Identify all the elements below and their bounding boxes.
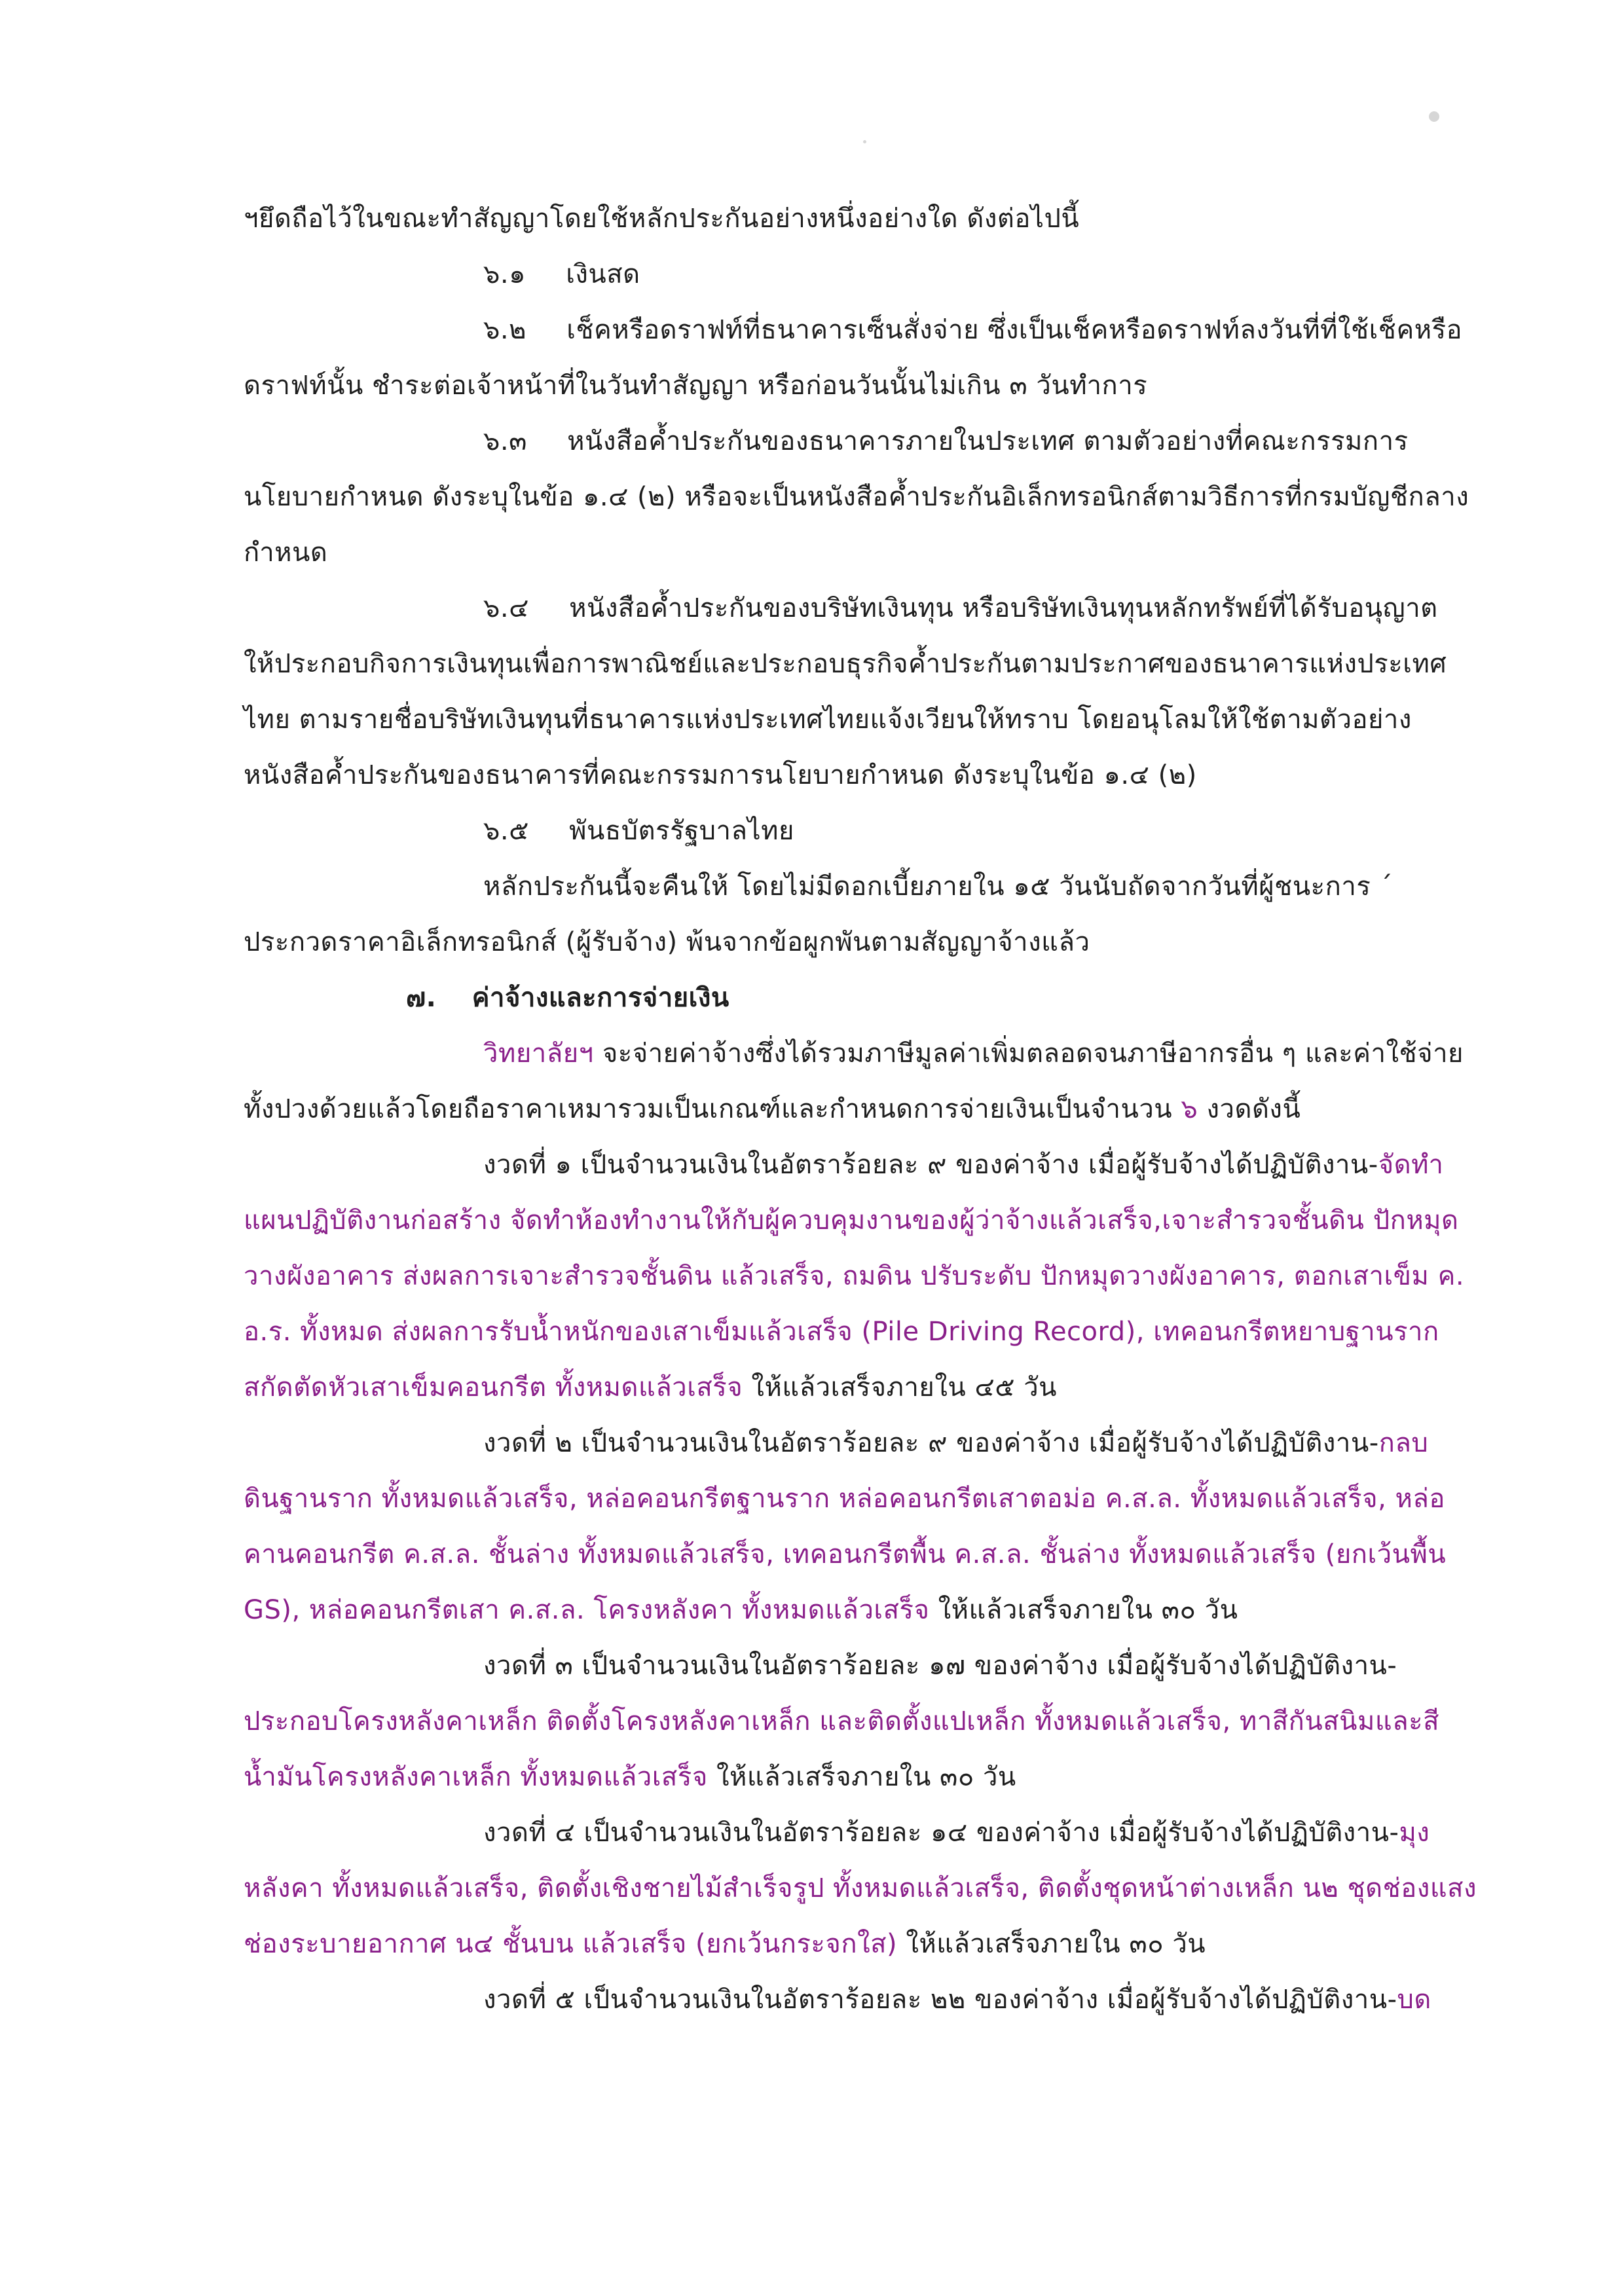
text-line bbox=[244, 643, 1447, 685]
scan-speck bbox=[863, 140, 866, 143]
line-text: จะจ่ายค่าจ้างซึ่งได้รวมภาษีมูลค่าเพิ่มตลอดจนภาษีอากรอื่น ๆ และค่าใช้จ่าย bbox=[593, 1038, 1464, 1069]
work-line bbox=[244, 1200, 1459, 1241]
line-text: ให้ประกอบกิจการเงินทุนเพื่อการพาณิชย์และประกอบธุรกิจค้ำประกันตามประกาศของธนาคารแห่งประเทศ bbox=[244, 649, 1447, 679]
work-text: จัดทำ bbox=[1378, 1150, 1444, 1180]
line-text: เงินสด bbox=[566, 259, 640, 289]
work-line bbox=[244, 1478, 1445, 1520]
deadline-text: ให้แล้วเสร็จภายใน ๓๐ วัน bbox=[929, 1595, 1238, 1625]
item-number: ๖.๒ bbox=[483, 315, 526, 345]
work-line bbox=[244, 1700, 1439, 1742]
line-text: ฯยึดถือไว้ในขณะทำสัญญาโดยใช้หลักประกันอย่างหนึ่งอย่างใด ดังต่อไปนี้ bbox=[244, 204, 1080, 234]
text-line bbox=[244, 198, 1079, 240]
line-text: งวดดังนี้ bbox=[1198, 1094, 1301, 1124]
work-text: ช่องระบายอากาศ น๔ ชั้นบน แล้วเสร็จ (ยกเว้นกระจกใส) bbox=[244, 1929, 898, 1959]
work-line bbox=[244, 1589, 1238, 1631]
work-text: แผนปฏิบัติงานก่อสร้าง จัดทำห้องทำงานให้กับผู้ควบคุมงานของผู้ว่าจ้างแล้วเสร็จ,เจาะสำรวจชั้นดิน ปักหมุด bbox=[244, 1205, 1459, 1236]
list-item bbox=[483, 810, 794, 852]
installment-line bbox=[483, 1144, 1443, 1186]
work-text: ประกอบโครงหลังคาเหล็ก ติดตั้งโครงหลังคาเหล็ก และติดตั้งแปเหล็ก ทั้งหมดแล้วเสร็จ, ทาสีกันสนิมและสี bbox=[244, 1706, 1440, 1736]
work-line bbox=[244, 1533, 1446, 1575]
installment-line bbox=[483, 1979, 1431, 2021]
work-line bbox=[244, 1923, 1206, 1965]
section-heading bbox=[406, 977, 729, 1019]
work-text: มุง bbox=[1399, 1818, 1430, 1848]
work-text: อ.ร. ทั้งหมด ส่งผลการรับน้ำหนักของเสาเข็มแล้วเสร็จ (Pile Driving Record), เทคอนกรีตหยาบฐานราก bbox=[244, 1317, 1439, 1347]
line-text: ประกวดราคาอิเล็กทรอนิกส์ (ผู้รับจ้าง) พ้นจากข้อผูกพันตามสัญญาจ้างแล้ว bbox=[244, 927, 1090, 957]
line-text: งวดที่ ๑ เป็นจำนวนเงินในอัตราร้อยละ ๙ ของค่าจ้าง เมื่อผู้รับจ้างได้ปฏิบัติงาน- bbox=[483, 1150, 1378, 1180]
line-text: หนังสือค้ำประกันของบริษัทเงินทุน หรือบริษัทเงินทุนหลักทรัพย์ที่ได้รับอนุญาต bbox=[569, 593, 1438, 623]
list-item bbox=[483, 309, 1462, 351]
college-name: วิทยาลัยฯ bbox=[483, 1038, 594, 1069]
work-text: บด bbox=[1397, 1985, 1431, 2015]
line-text: นโยบายกำหนด ดังระบุในข้อ ๑.๔ (๒) หรือจะเป็นหนังสือค้ำประกันอิเล็กทรอนิกส์ตามวิธีการที่กรมบัญชีกลาง bbox=[244, 482, 1469, 512]
work-line bbox=[244, 1367, 1057, 1408]
line-text: หลักประกันนี้จะคืนให้ โดยไม่มีดอกเบี้ยภายใน ๑๕ วันนับถัดจากวันที่ผู้ชนะการ ´ bbox=[483, 872, 1393, 902]
line-text: ดราฟท์นั้น ชำระต่อเจ้าหน้าที่ในวันทำสัญญา หรือก่อนวันนั้นไม่เกิน ๓ วันทำการ bbox=[244, 371, 1148, 401]
deadline-text: ให้แล้วเสร็จภายใน ๓๐ วัน bbox=[897, 1929, 1206, 1959]
deadline-text: ให้แล้วเสร็จภายใน ๓๐ วัน bbox=[707, 1762, 1016, 1792]
list-item bbox=[483, 253, 640, 295]
installment-line bbox=[483, 1645, 1397, 1687]
text-line bbox=[244, 476, 1469, 518]
item-number: ๖.๔ bbox=[483, 593, 529, 623]
line-text: ทั้งปวงด้วยแล้วโดยถือราคาเหมารวมเป็นเกณฑ์และกำหนดการจ่ายเงินเป็นจำนวน bbox=[244, 1094, 1181, 1124]
work-line bbox=[244, 1255, 1464, 1297]
installment-line bbox=[483, 1812, 1430, 1854]
work-text: วางผังอาคาร ส่งผลการเจาะสำรวจชั้นดิน แล้วเสร็จ, ถมดิน ปรับระดับ ปักหมุดวางผังอาคาร, ตอกเสาเข็ม ค. bbox=[244, 1261, 1465, 1291]
work-text: ดินฐานราก ทั้งหมดแล้วเสร็จ, หล่อคอนกรีตฐานราก หล่อคอนกรีตเสาตอม่อ ค.ส.ล. ทั้งหมดแล้วเสร็จ, หล่อ bbox=[244, 1484, 1445, 1514]
work-text: GS), หล่อคอนกรีตเสา ค.ส.ล. โครงหลังคา ทั้งหมดแล้วเสร็จ bbox=[244, 1595, 930, 1625]
text-line bbox=[244, 921, 1090, 963]
installment-count: ๖ bbox=[1181, 1094, 1198, 1124]
item-number: ๖.๓ bbox=[483, 426, 527, 456]
text-line bbox=[483, 866, 1393, 908]
line-text: หนังสือค้ำประกันของธนาคารภายในประเทศ ตามตัวอย่างที่คณะกรรมการ bbox=[567, 426, 1409, 456]
work-text: น้ำมันโครงหลังคาเหล็ก ทั้งหมดแล้วเสร็จ bbox=[244, 1762, 708, 1792]
line-text: พันธบัตรรัฐบาลไทย bbox=[569, 816, 794, 846]
section-title: ค่าจ้างและการจ่ายเงิน bbox=[471, 983, 729, 1013]
line-text: งวดที่ ๓ เป็นจำนวนเงินในอัตราร้อยละ ๑๗ ของค่าจ้าง เมื่อผู้รับจ้างได้ปฏิบัติงาน- bbox=[483, 1651, 1397, 1681]
work-line bbox=[244, 1756, 1016, 1798]
line-text: กำหนด bbox=[244, 538, 328, 568]
line-text: งวดที่ ๔ เป็นจำนวนเงินในอัตราร้อยละ ๑๔ ของค่าจ้าง เมื่อผู้รับจ้างได้ปฏิบัติงาน- bbox=[483, 1818, 1399, 1848]
section-number: ๗. bbox=[406, 983, 437, 1013]
deadline-text: ให้แล้วเสร็จภายใน ๔๕ วัน bbox=[743, 1372, 1058, 1403]
list-item bbox=[483, 420, 1409, 462]
work-line bbox=[244, 1867, 1477, 1909]
work-text: กลบ bbox=[1378, 1428, 1429, 1458]
line-text: ไทย ตามรายชื่อบริษัทเงินทุนที่ธนาคารแห่งประเทศไทยแจ้งเวียนให้ทราบ โดยอนุโลมให้ใช้ตามตัวอย่าง bbox=[244, 705, 1412, 735]
work-text: คานคอนกรีต ค.ส.ล. ชั้นล่าง ทั้งหมดแล้วเสร็จ, เทคอนกรีตพื้น ค.ส.ล. ชั้นล่าง ทั้งหมดแล้วเสร็จ (ยกเว้นพื้น bbox=[244, 1539, 1447, 1570]
line-text: หนังสือค้ำประกันของธนาคารที่คณะกรรมการนโยบายกำหนด ดังระบุในข้อ ๑.๔ (๒) bbox=[244, 760, 1197, 790]
line-text: เช็คหรือดราฟท์ที่ธนาคารเซ็นสั่งจ่าย ซึ่งเป็นเช็คหรือดราฟท์ลงวันที่ที่ใช้เช็คหรือ bbox=[566, 315, 1463, 345]
list-item bbox=[483, 587, 1438, 629]
installment-line bbox=[483, 1422, 1428, 1464]
text-line bbox=[244, 754, 1197, 796]
text-line bbox=[244, 365, 1147, 407]
scan-speck bbox=[1429, 111, 1439, 122]
item-number: ๖.๕ bbox=[483, 816, 529, 846]
line-text: งวดที่ ๕ เป็นจำนวนเงินในอัตราร้อยละ ๒๒ ของค่าจ้าง เมื่อผู้รับจ้างได้ปฏิบัติงาน- bbox=[483, 1985, 1397, 2015]
text-line bbox=[244, 532, 327, 574]
item-number: ๖.๑ bbox=[483, 259, 526, 289]
line-text: งวดที่ ๒ เป็นจำนวนเงินในอัตราร้อยละ ๙ ของค่าจ้าง เมื่อผู้รับจ้างได้ปฏิบัติงาน- bbox=[483, 1428, 1379, 1458]
text-line bbox=[483, 1033, 1464, 1074]
work-text: หลังคา ทั้งหมดแล้วเสร็จ, ติดตั้งเชิงชายไม้สำเร็จรูป ทั้งหมดแล้วเสร็จ, ติดตั้งชุดหน้าต่างเหล็ก น๒ ชุดช่องแสง bbox=[244, 1873, 1477, 1903]
text-line bbox=[244, 1088, 1301, 1130]
work-text: สกัดตัดหัวเสาเข็มคอนกรีต ทั้งหมดแล้วเสร็จ bbox=[244, 1372, 743, 1403]
text-line bbox=[244, 699, 1412, 741]
work-line bbox=[244, 1311, 1439, 1353]
